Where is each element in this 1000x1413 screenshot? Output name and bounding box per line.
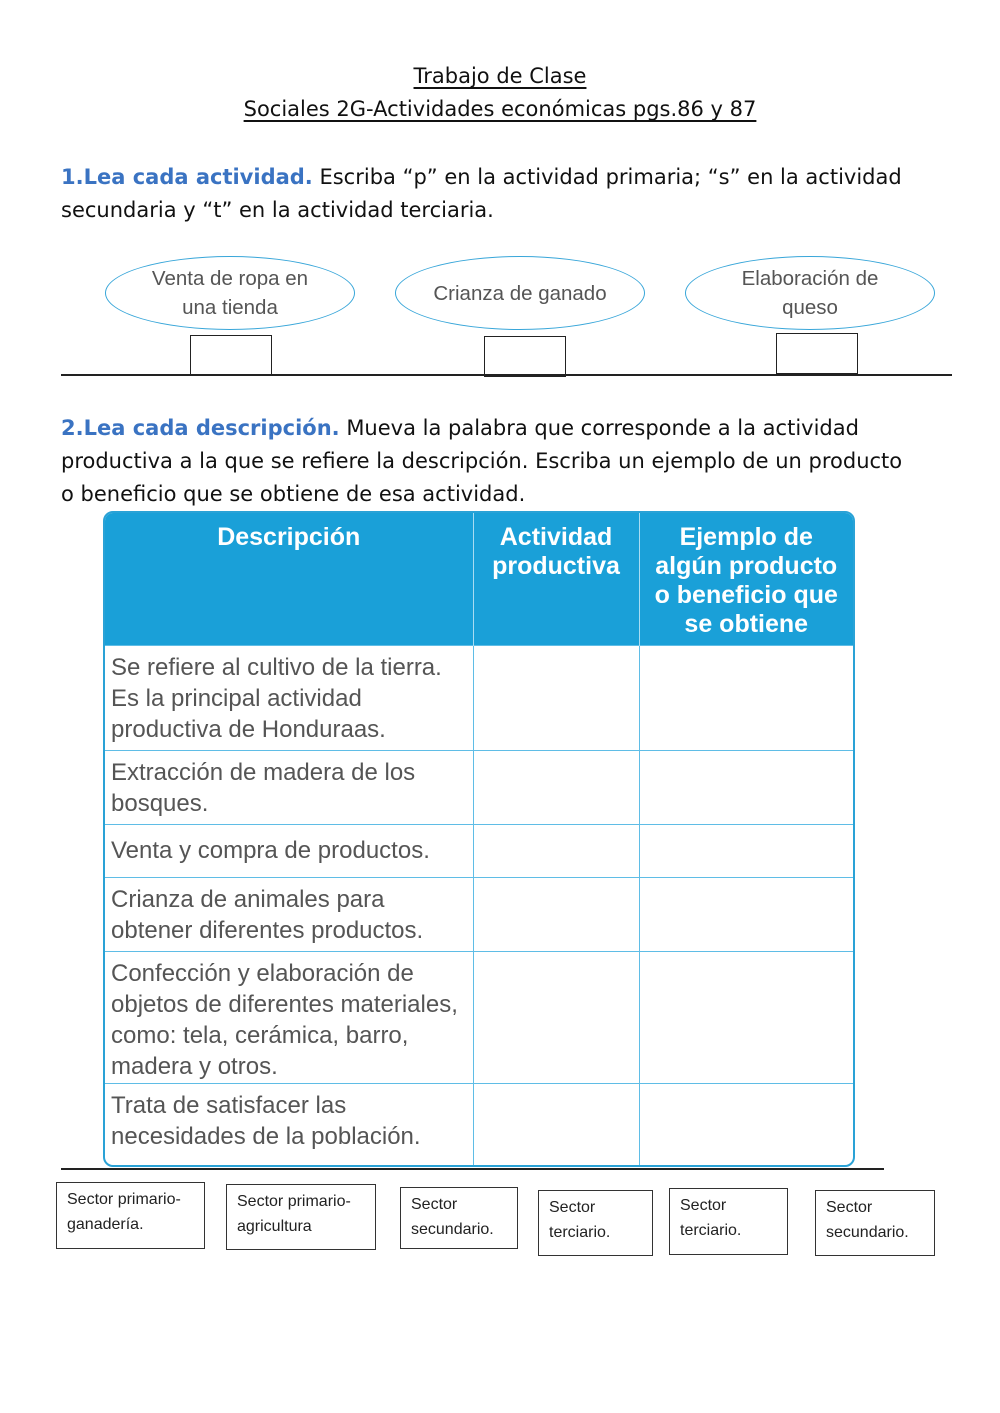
worksheet-title: Trabajo de Clase (413, 64, 587, 88)
table-row (105, 825, 853, 878)
activity-drop-cell[interactable] (473, 751, 639, 825)
section2-instruction-line1: Mueva la palabra que corresponde a la actividad (339, 416, 859, 440)
header-description: Descripción (105, 513, 473, 646)
example-input-cell[interactable] (639, 1084, 853, 1168)
section2-instruction-line2: productiva a la que se refiere la descripción. Escriba un ejemplo de un producto (61, 449, 903, 473)
section1-instruction-line1: Escriba “p” en la actividad primaria; “s” en la actividad (312, 165, 902, 189)
worksheet-subtitle: Sociales 2G-Actividades económicas pgs.86 y 87 (243, 97, 757, 121)
section1-lead: 1.Lea cada actividad. (61, 165, 313, 189)
example-input-cell[interactable] (639, 825, 853, 878)
word-chip-primario-agricultura[interactable]: Sector primario-agricultura (226, 1184, 376, 1250)
answer-box-1[interactable] (190, 335, 272, 376)
example-input-cell[interactable] (639, 952, 853, 1084)
section2-lead: 2.Lea cada descripción. (61, 416, 340, 440)
row-description: Venta y compra de productos. (105, 825, 473, 878)
table-row (105, 952, 853, 1084)
row-description: Extracción de madera de los bosques. (105, 751, 473, 825)
word-chip-secundario[interactable]: Sector secundario. (400, 1187, 518, 1249)
row-description: Se refiere al cultivo de la tierra. Es la principal actividad productiva de Honduraas. (105, 646, 473, 751)
word-chip-terciario[interactable]: Sector terciario. (669, 1188, 788, 1255)
activity-oval-3 (685, 256, 935, 330)
word-chip-secundario[interactable]: Sector secundario. (815, 1190, 935, 1256)
example-input-cell[interactable] (639, 878, 853, 952)
activity-label: Venta de ropa en una tienda (151, 267, 309, 319)
table-row (105, 878, 853, 952)
example-input-cell[interactable] (639, 751, 853, 825)
section1-instructions (61, 161, 941, 227)
row-description: Confección y elaboración de objetos de diferentes materiales, como: tela, cerámica, barro, madera y otros. (105, 952, 473, 1084)
activity-drop-cell[interactable] (473, 952, 639, 1084)
answer-box-3[interactable] (776, 333, 858, 374)
activity-oval-2 (395, 256, 645, 330)
activity-drop-cell[interactable] (473, 1084, 639, 1168)
row-description: Trata de satisfacer las necesidades de la población. (105, 1084, 473, 1168)
section2-instruction-line3: o beneficio que se obtiene de esa actividad. (61, 482, 526, 506)
activities-table (103, 511, 855, 1167)
section-divider (61, 374, 952, 376)
row-description: Crianza de animales para obtener diferentes productos. (105, 878, 473, 952)
table-header-row (105, 513, 853, 646)
activity-drop-cell[interactable] (473, 646, 639, 751)
word-bank-divider (61, 1168, 884, 1170)
table-row (105, 751, 853, 825)
activity-drop-cell[interactable] (473, 825, 639, 878)
table-row (105, 646, 853, 751)
activity-oval-1 (105, 256, 355, 330)
word-chip-terciario[interactable]: Sector terciario. (538, 1190, 653, 1256)
section2-instructions (61, 412, 941, 511)
header-example: Ejemplo de algún producto o beneficio que se obtiene (639, 513, 853, 646)
activity-label: Crianza de ganado (433, 281, 607, 305)
word-chip-primario-ganaderia[interactable]: Sector primario-ganadería. (56, 1182, 205, 1249)
activity-label: Elaboración de queso (741, 267, 879, 319)
answer-box-2[interactable] (484, 336, 566, 377)
header-activity: Actividad productiva (473, 513, 639, 646)
section1-instruction-line2: secundaria y “t” en la actividad terciaria. (61, 198, 494, 222)
activity-drop-cell[interactable] (473, 878, 639, 952)
example-input-cell[interactable] (639, 646, 853, 751)
table-row (105, 1084, 853, 1168)
